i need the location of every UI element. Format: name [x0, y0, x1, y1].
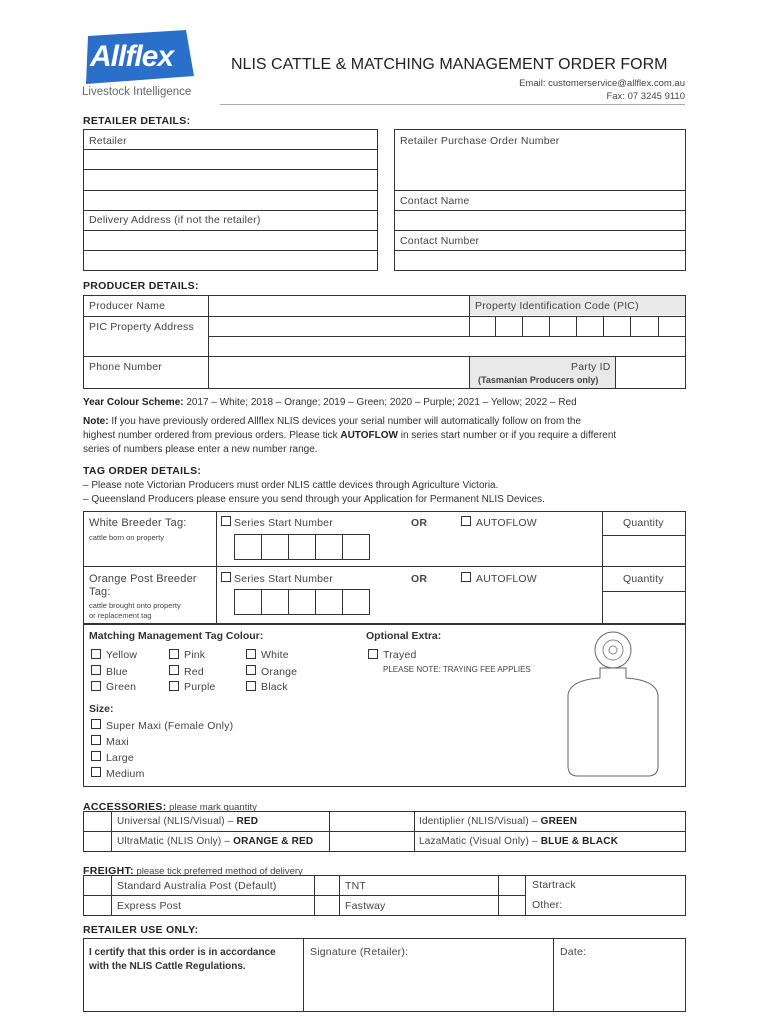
party-id-label: Party ID	[571, 361, 611, 373]
year-colour-scheme: Year Colour Scheme: 2017 – White; 2018 – Orange; 2019 – Green; 2020 – Purple; 2021 – Yellow; 2022 – Red	[83, 397, 577, 408]
white-autoflow-label: AUTOFLOW	[476, 517, 537, 529]
colour-purple-label: Purple	[184, 681, 216, 693]
queensland-note: – Queensland Producers please ensure you send through your Application for Permanent NLIS Devices.	[83, 494, 545, 505]
standard-post-tick[interactable]	[84, 876, 110, 894]
trayed-label: Trayed	[383, 649, 417, 661]
orange-quantity-input[interactable]	[603, 592, 685, 623]
contact-name-label: Contact Name	[400, 195, 470, 207]
white-series-label: Series Start Number	[234, 517, 333, 529]
signature-field[interactable]	[304, 962, 552, 1011]
size-large-checkbox[interactable]	[91, 751, 101, 761]
colour-green-label: Green	[106, 681, 137, 693]
producer-name-input[interactable]	[209, 296, 468, 315]
optional-extra-heading: Optional Extra:	[366, 630, 442, 642]
form-title: NLIS CATTLE & MATCHING MANAGEMENT ORDER FORM	[231, 56, 668, 73]
retailer-heading: RETAILER DETAILS:	[83, 115, 191, 127]
date-field[interactable]	[554, 962, 685, 1011]
size-super-maxi-label: Super Maxi (Female Only)	[106, 720, 234, 732]
other-tick[interactable]	[499, 896, 524, 915]
colour-yellow-checkbox[interactable]	[91, 649, 101, 659]
ear-tag-illustration	[560, 630, 666, 780]
orange-autoflow-checkbox[interactable]	[461, 572, 471, 582]
logo-text: Allflex	[90, 40, 174, 73]
colour-white-label: White	[261, 649, 289, 661]
colour-yellow-label: Yellow	[106, 649, 138, 661]
size-medium-checkbox[interactable]	[91, 767, 101, 777]
express-post-label: Express Post	[117, 900, 182, 912]
contact-number-label: Contact Number	[400, 235, 480, 247]
colour-purple-checkbox[interactable]	[169, 681, 179, 691]
white-quantity-input[interactable]	[603, 536, 685, 565]
date-label: Date:	[560, 946, 587, 958]
orange-autoflow-label: AUTOFLOW	[476, 573, 537, 585]
size-heading: Size:	[89, 703, 114, 715]
colour-pink-label: Pink	[184, 649, 206, 661]
white-quantity-label: Quantity	[623, 517, 664, 529]
contact-number-input[interactable]	[395, 251, 685, 270]
colour-black-label: Black	[261, 681, 288, 693]
startrack-label: Startrack	[532, 879, 576, 891]
fastway-tick[interactable]	[315, 896, 338, 915]
company-logo	[82, 28, 200, 100]
fastway-label: Fastway	[345, 900, 386, 912]
lazamatic-qty-input[interactable]	[330, 832, 413, 851]
colour-red-checkbox[interactable]	[169, 665, 179, 675]
white-breeder-tag-sub: cattle born on property	[89, 533, 165, 542]
matching-colour-heading: Matching Management Tag Colour:	[89, 630, 264, 642]
identiplier-qty-input[interactable]	[330, 812, 413, 830]
po-number-input[interactable]	[395, 150, 685, 189]
orange-post-breeder-label: Orange Post Breeder Tag:	[89, 573, 197, 598]
colour-black-checkbox[interactable]	[246, 681, 256, 691]
pic-label: Property Identification Code (PIC)	[475, 300, 639, 312]
tnt-tick[interactable]	[315, 876, 338, 894]
white-autoflow-checkbox[interactable]	[461, 516, 471, 526]
delivery-address-label: Delivery Address (if not the retailer)	[89, 214, 261, 226]
other-input[interactable]	[570, 896, 685, 915]
colour-green-checkbox[interactable]	[91, 681, 101, 691]
po-number-label: Retailer Purchase Order Number	[400, 135, 560, 147]
orange-series-checkbox[interactable]	[221, 572, 231, 582]
contact-name-input[interactable]	[395, 211, 685, 229]
express-post-tick[interactable]	[84, 896, 110, 915]
autoflow-note: Note: If you have previously ordered Allflex NLIS devices your serial number will automatically follow on from the highest number ordered from previous orders. Please tick AUTOFLOW in series start number or if you require a different series of numbers please enter a new number range.	[83, 416, 617, 455]
pic-address-input[interactable]	[209, 317, 685, 355]
freight-heading: FREIGHT: please tick preferred method of delivery	[83, 865, 303, 877]
universal-qty-input[interactable]	[84, 812, 110, 830]
size-super-maxi-checkbox[interactable]	[91, 719, 101, 729]
orange-quantity-label: Quantity	[623, 573, 664, 585]
tnt-label: TNT	[345, 880, 367, 892]
ultramatic-label: UltraMatic (NLIS Only) – ORANGE & RED	[117, 836, 314, 847]
victoria-note: – Please note Victorian Producers must order NLIS cattle devices through Agriculture Victoria.	[83, 480, 499, 491]
delivery-address-input[interactable]	[84, 231, 377, 270]
certify-statement: I certify that this order is in accordance with the NLIS Cattle Regulations.	[89, 947, 276, 972]
white-or-label: OR	[411, 517, 428, 529]
pic-address-label: PIC Property Address	[89, 321, 194, 333]
logo-tagline: Livestock Intelligence	[82, 86, 192, 98]
trayed-note: PLEASE NOTE: TRAYING FEE APPLIES	[383, 665, 531, 674]
phone-number-input[interactable]	[209, 357, 468, 388]
white-series-checkbox[interactable]	[221, 516, 231, 526]
orange-or-label: OR	[411, 573, 428, 585]
orange-post-breeder-sub: cattle brought onto property or replacement tag	[89, 601, 181, 620]
other-label: Other:	[532, 899, 563, 911]
header-divider	[220, 104, 685, 105]
colour-orange-label: Orange	[261, 666, 298, 678]
colour-blue-checkbox[interactable]	[91, 665, 101, 675]
phone-number-label: Phone Number	[89, 361, 163, 373]
colour-red-label: Red	[184, 666, 204, 678]
orange-series-label: Series Start Number	[234, 573, 333, 585]
universal-label: Universal (NLIS/Visual) – RED	[117, 816, 259, 827]
size-large-label: Large	[106, 752, 134, 764]
standard-post-label: Standard Australia Post (Default)	[117, 880, 277, 892]
party-id-note: (Tasmanian Producers only)	[478, 375, 599, 385]
contact-email: Email: customerservice@allflex.com.au	[519, 78, 685, 89]
lazamatic-label: LazaMatic (Visual Only) – BLUE & BLACK	[419, 836, 619, 847]
signature-label: Signature (Retailer):	[310, 946, 409, 958]
contact-fax: Fax: 07 3245 9110	[606, 91, 685, 102]
identiplier-label: Identiplier (NLIS/Visual) – GREEN	[419, 816, 578, 827]
colour-white-checkbox[interactable]	[246, 649, 256, 659]
retailer-label: Retailer	[89, 135, 127, 147]
ultramatic-qty-input[interactable]	[84, 832, 110, 851]
startrack-tick[interactable]	[499, 876, 524, 894]
party-id-input[interactable]	[616, 357, 685, 388]
size-medium-label: Medium	[106, 768, 145, 780]
tag-order-heading: TAG ORDER DETAILS:	[83, 465, 202, 477]
colour-blue-label: Blue	[106, 666, 128, 678]
size-maxi-checkbox[interactable]	[91, 735, 101, 745]
producer-name-label: Producer Name	[89, 300, 166, 312]
producer-heading: PRODUCER DETAILS:	[83, 280, 199, 292]
colour-pink-checkbox[interactable]	[169, 649, 179, 659]
colour-orange-checkbox[interactable]	[246, 665, 256, 675]
retailer-use-heading: RETAILER USE ONLY:	[83, 924, 199, 936]
size-maxi-label: Maxi	[106, 736, 129, 748]
white-breeder-tag-label: White Breeder Tag:	[89, 517, 187, 529]
accessories-heading: ACCESSORIES: please mark quantity	[83, 801, 257, 813]
trayed-checkbox[interactable]	[368, 649, 378, 659]
retailer-input[interactable]	[84, 150, 377, 209]
